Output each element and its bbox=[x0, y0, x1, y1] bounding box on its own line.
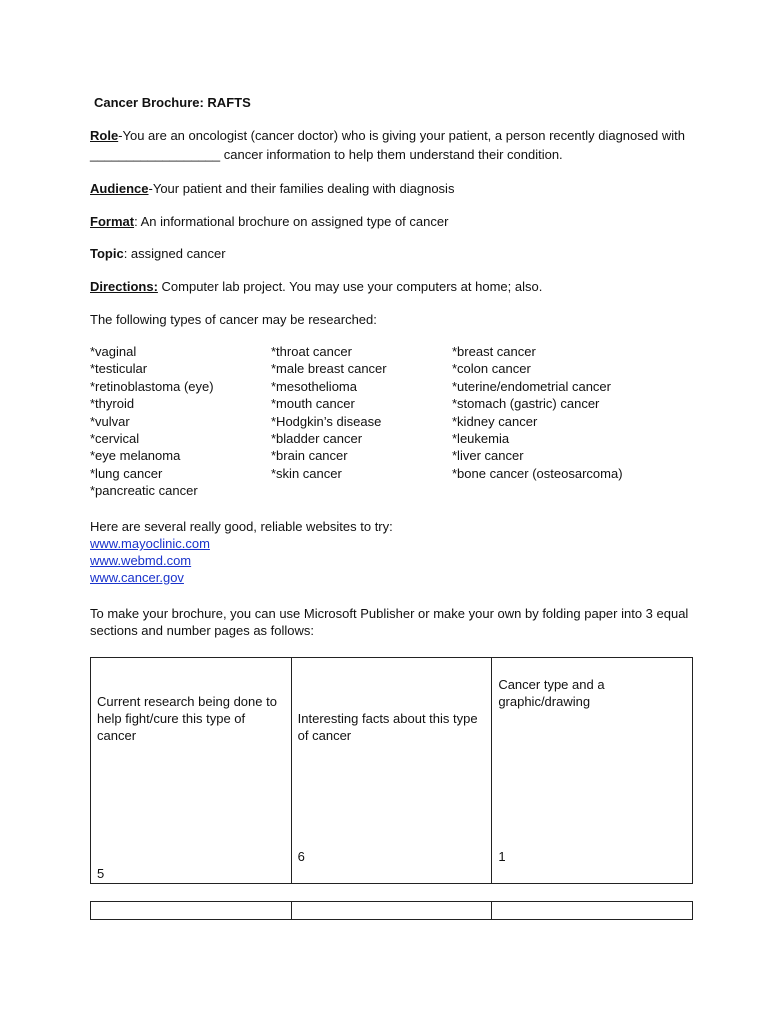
list-item: *uterine/endometrial cancer bbox=[452, 378, 611, 394]
directions-text: Computer lab project. You may use your computers at home; also. bbox=[157, 279, 543, 294]
websites-intro: Here are several really good, reliable websites to try: bbox=[90, 519, 393, 534]
list-item: *bone cancer (osteosarcoma) bbox=[452, 465, 623, 481]
role-line-2: __________________ cancer information to help them understand their condition. bbox=[90, 147, 563, 162]
list-item: *liver cancer bbox=[452, 448, 524, 464]
blank-cell bbox=[91, 902, 292, 920]
website-link-mayoclinic[interactable]: www.mayoclinic.com bbox=[90, 536, 210, 551]
topic-text: : assigned cancer bbox=[123, 246, 226, 261]
blank-cell bbox=[492, 902, 693, 920]
role-label: Role bbox=[90, 128, 119, 143]
audience-line bbox=[90, 180, 454, 197]
cancer-list-column-2 bbox=[271, 343, 387, 482]
list-item: *skin cancer bbox=[271, 465, 342, 481]
list-item: *breast cancer bbox=[452, 344, 536, 359]
panel-text: Interesting facts about this type of cancer bbox=[297, 711, 478, 743]
website-link-webmd[interactable]: www.webmd.com bbox=[90, 553, 192, 568]
page-number: 6 bbox=[297, 849, 305, 864]
list-item: *pancreatic cancer bbox=[90, 483, 198, 499]
types-intro: The following types of cancer may be researched: bbox=[90, 312, 377, 327]
cancer-list-column-3 bbox=[452, 343, 623, 482]
brochure-intro-line-2: sections and number pages as follows: bbox=[90, 623, 315, 638]
list-item: *kidney cancer bbox=[452, 413, 538, 429]
blank-cell bbox=[291, 902, 492, 920]
audience-label: Audience bbox=[90, 181, 149, 196]
page-number: 1 bbox=[498, 849, 506, 864]
list-item: *bladder cancer bbox=[271, 431, 363, 447]
list-item: *colon cancer bbox=[452, 361, 531, 377]
audience-text: -Your patient and their families dealing with diagnosis bbox=[148, 181, 455, 196]
document-title: Cancer Brochure: RAFTS bbox=[94, 95, 251, 110]
format-line bbox=[90, 213, 448, 230]
role-text: -You are an oncologist (cancer doctor) who is giving your patient, a person recently diagnosed with bbox=[118, 128, 685, 143]
list-item: *brain cancer bbox=[271, 448, 348, 464]
directions-label: Directions: bbox=[90, 279, 158, 294]
format-label: Format bbox=[90, 214, 135, 229]
list-item: *vulvar bbox=[90, 413, 130, 429]
role-line bbox=[90, 127, 685, 144]
brochure-panel-facts bbox=[291, 658, 492, 884]
website-link-cancer-gov[interactable]: www.cancer.gov bbox=[90, 570, 184, 585]
blank-table bbox=[90, 901, 693, 920]
list-item: *testicular bbox=[90, 361, 148, 377]
cancer-list-column-1 bbox=[90, 343, 214, 500]
topic-label: Topic bbox=[90, 246, 124, 261]
panel-text: Cancer type and a graphic/drawing bbox=[498, 677, 605, 709]
directions-line bbox=[90, 278, 542, 295]
list-item: *vaginal bbox=[90, 344, 137, 359]
list-item: *cervical bbox=[90, 431, 140, 447]
page-number: 5 bbox=[97, 866, 105, 881]
website-list bbox=[90, 535, 210, 586]
format-text: : An informational brochure on assigned type of cancer bbox=[134, 214, 449, 229]
list-item: *thyroid bbox=[90, 396, 135, 412]
panel-text: Current research being done to help fight/cure this type of cancer bbox=[97, 694, 277, 743]
list-item: *stomach (gastric) cancer bbox=[452, 396, 600, 412]
list-item: *throat cancer bbox=[271, 344, 352, 359]
list-item: *leukemia bbox=[452, 431, 510, 447]
topic-line bbox=[90, 245, 226, 262]
list-item: *male breast cancer bbox=[271, 361, 387, 377]
list-item: *mouth cancer bbox=[271, 396, 355, 412]
list-item: *retinoblastoma (eye) bbox=[90, 378, 214, 394]
list-item: *Hodgkin’s disease bbox=[271, 413, 382, 429]
list-item: *mesothelioma bbox=[271, 378, 357, 394]
list-item: *lung cancer bbox=[90, 465, 163, 481]
brochure-panel-research bbox=[91, 658, 292, 884]
brochure-panel-cover bbox=[492, 658, 693, 884]
brochure-intro-line-1: To make your brochure, you can use Microsoft Publisher or make your own by folding paper into 3 equal bbox=[90, 606, 689, 621]
brochure-layout-table bbox=[90, 657, 693, 884]
list-item: *eye melanoma bbox=[90, 448, 181, 464]
